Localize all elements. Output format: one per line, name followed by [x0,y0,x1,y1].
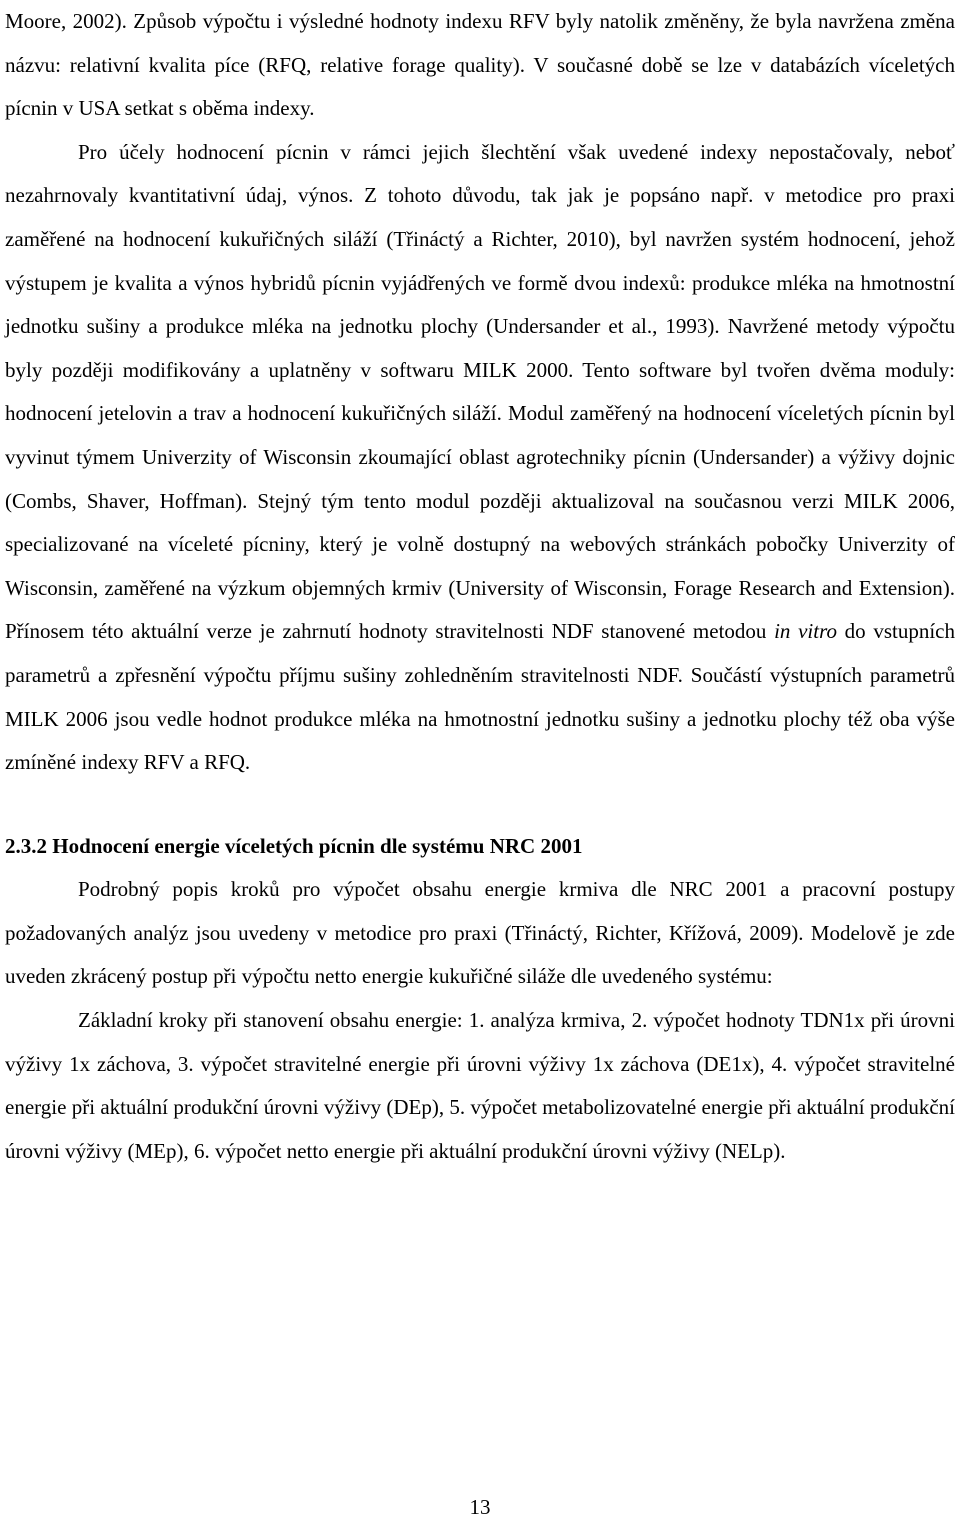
section-heading: 2.3.2 Hodnocení energie víceletých pícnin dle systému NRC 2001 [5,833,583,858]
paragraph-text-part-1: Pro účely hodnocení pícnin v rámci jejich šlechtění však uvedené indexy nepostačovaly, neboť nezahrnovaly kvantitativní údaj, výnos. Z tohoto důvodu, tak jak je popsáno např. v metodice pro praxi zaměřené na hodnocení kukuřičných siláží (Třináctý a Richter, 2010), byl navržen systém hodnocení, jehož výstupem je kvalita a výnos hybridů pícnin vyjádřených ve formě dvou indexů: produkce mléka na hmotnostní jednotku sušiny a produkce mléka na jednotku plochy (Undersander et al., 1993). Navržené metody výpočtu byly později modifikovány a uplatněny v softwaru MILK 2000. Tento software byl tvořen dvěma moduly: hodnocení jetelovin a trav a hodnocení kukuřičných siláží. Modul zaměřený na hodnocení víceletých pícnin byl vyvinut týmem Univerzity of Wisconsin zkoumající oblast agrotechniky pícnin (Undersander) a výživy dojnic (Combs, Shaver, Hoffman). Stejný tým tento modul později aktualizoval na současnou verzi MILK 2006, specializované na víceleté pícniny, který je volně dostupný na webových stránkách pobočky Univerzity of Wisconsin, zaměřené na výzkum objemných krmiv (University of Wisconsin, Forage Research and Extension). Přínosem této aktuální verze je zahrnutí hodnoty stravitelnosti NDF stanovené metodou [5,139,955,644]
document-page [5,0,955,1173]
body-paragraph-nrc-description: Podrobný popis kroků pro výpočet obsahu energie krmiva dle NRC 2001 a pracovní postupy požadovaných analýz jsou uvedeny v metodice pro praxi (Třináctý, Richter, Křížová, 2009). Modelově je zde uveden zkrácený postup při výpočtu netto energie kukuřičné siláže dle uvedeného systému: [5,877,955,989]
paragraph-text-part-2: do vstupních parametrů a zpřesnění výpočtu příjmu sušiny zohledněním stravitelnosti NDF. Součástí výstupních parametrů MILK 2006 jsou vedle hodnot produkce mléka na hmotnostní jednotku sušiny a jednotku plochy též oba výše zmíněné indexy RFV a RFQ. [5,619,956,775]
body-paragraph-milk-indexes [5,131,955,785]
page-number: 13 [469,1495,491,1519]
italic-term: in vitro [774,619,837,644]
body-paragraph-continued: Moore, 2002). Způsob výpočtu i výsledné hodnoty indexu RFV byly natolik změněny, že byla navržena změna názvu: relativní kvalita píce (RFQ, relative forage quality). V současné době se lze v databázích víceletých pícnin v USA setkat s oběma indexy. [5,9,955,121]
body-paragraph-energy-steps: Základní kroky při stanovení obsahu energie: 1. analýza krmiva, 2. výpočet hodnoty TDN1x při úrovni výživy 1x záchova, 3. výpočet stravitelné energie při úrovni výživy 1x záchova (DE1x), 4. výpočet stravitelné energie při aktuální produkční úrovni výživy (DEp), 5. výpočet metabolizovatelné energie při aktuální produkční úrovni výživy (MEp), 6. výpočet netto energie při aktuální produkční úrovni výživy (NELp). [5,1008,955,1163]
